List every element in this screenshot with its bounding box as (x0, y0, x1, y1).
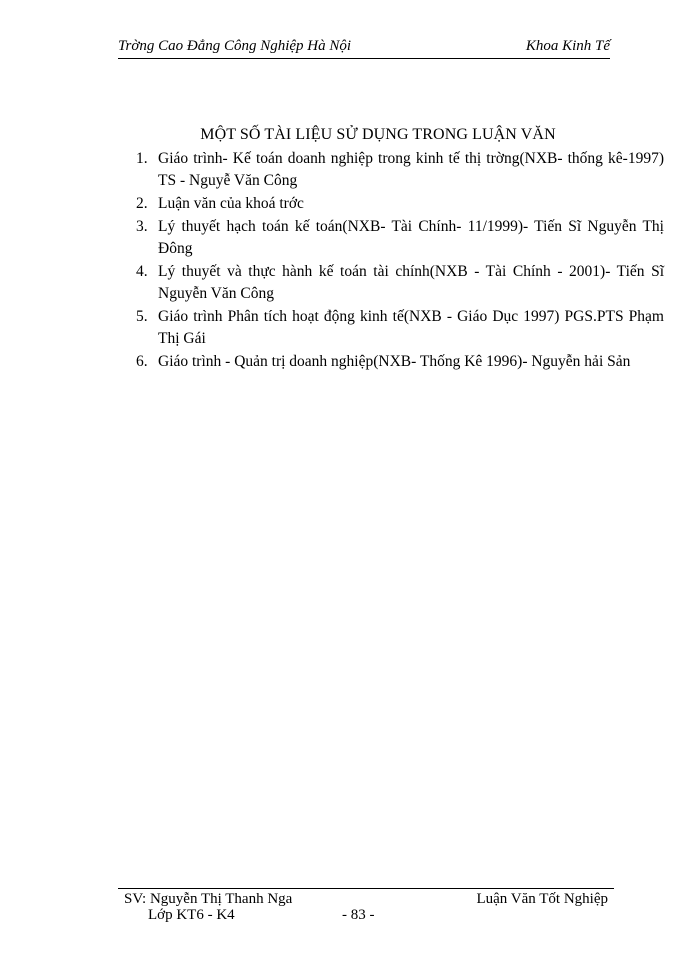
footer-thesis: Luận Văn Tốt Nghiệp (476, 891, 608, 907)
list-item-text: Lý thuyết hạch toán kế toán(NXB- Tài Chính- 11/1999)- Tiến Sĩ Nguyễn Thị Đông (158, 218, 664, 257)
list-item (136, 216, 664, 260)
list-item-number: 6. (136, 353, 148, 370)
page-header (118, 38, 610, 59)
footer-class: Lớp KT6 - K4 (148, 907, 235, 923)
list-item (136, 148, 664, 192)
list-item (136, 351, 664, 373)
list-item (136, 193, 664, 215)
list-item-number: 3. (136, 218, 148, 235)
list-item-number: 5. (136, 308, 148, 325)
footer-page-number: - 83 - (342, 907, 375, 923)
title-text: MỘT SỐ TÀI LIỆU SỬ DỤNG TRONG LUẬN VĂN (200, 126, 556, 143)
page-footer (118, 891, 614, 931)
list-item-number: 2. (136, 195, 148, 212)
list-item-text: Giáo trình - Quản trị doanh nghiệp(NXB- Thống Kê 1996)- Nguyễn hải Sản (158, 353, 631, 370)
list-item-number: 4. (136, 263, 148, 280)
header-school: Trờng Cao Đẳng Công Nghiệp Hà Nội (118, 38, 352, 54)
reference-list (136, 148, 664, 374)
footer-student: SV: Nguyễn Thị Thanh Nga (124, 891, 293, 907)
list-item-text: Luận văn của khoá trớc (158, 195, 304, 212)
list-item (136, 261, 664, 305)
header-faculty: Khoa Kinh Tế (525, 38, 610, 54)
list-item-text: Giáo trình- Kế toán doanh nghiệp trong kinh tế thị trờng(NXB- thống kê-1997) TS - Nguyễ Văn Công (158, 150, 664, 189)
footer-divider (118, 888, 614, 889)
list-item-number: 1. (136, 150, 148, 167)
list-item-text: Lý thuyết và thực hành kế toán tài chính(NXB - Tài Chính - 2001)- Tiến Sĩ Nguyễn Văn Công (158, 263, 664, 302)
list-item (136, 306, 664, 350)
list-item-text: Giáo trình Phân tích hoạt động kinh tế(NXB - Giáo Dục 1997) PGS.PTS Phạm Thị Gái (158, 308, 664, 347)
page-title (0, 126, 700, 144)
